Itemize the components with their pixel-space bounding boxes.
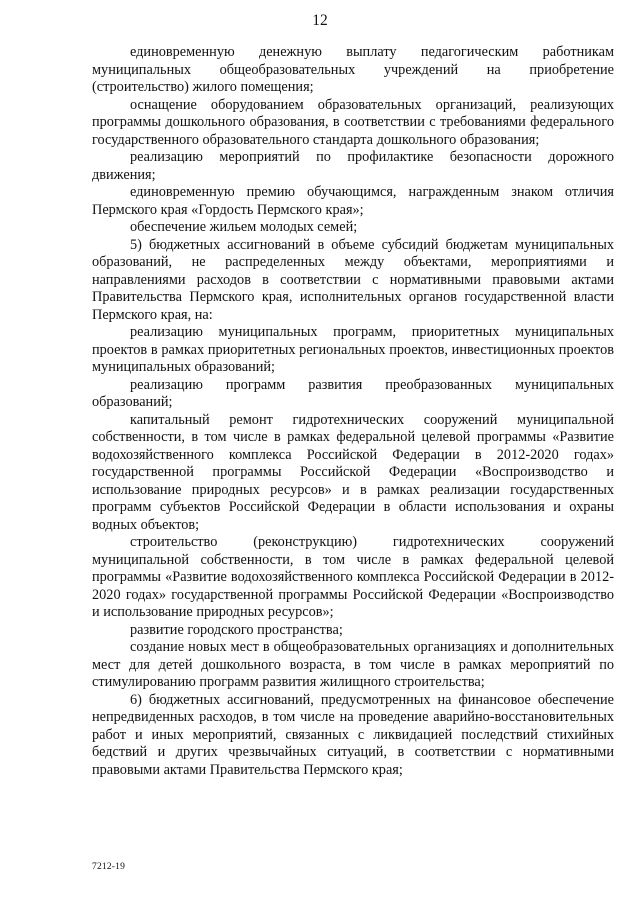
paragraph: 5) бюджетных ассигнований в объеме субсидий бюджетам муниципальных образований, не распределенных между объектами, мероприятиями и направлениями расходов в соответствии с нормативными правовыми актами Правительства Пермского края, исполнительных органов государственной власти Пермского края, на: <box>92 236 614 323</box>
paragraph: реализацию мероприятий по профилактике безопасности дорожного движения; <box>92 149 614 183</box>
paragraph: 6) бюджетных ассигнований, предусмотренных на финансовое обеспечение непредвиденных расходов, в том числе на проведение аварийно-восстановительных работ и иных мероприятий, связанных с ликвидацией последствий стихийных бедствий и других чрезвычайных ситуаций, в соответствии с нормативными правовыми актами Правительства Пермского края; <box>92 691 614 778</box>
paragraph: строительство (реконструкцию) гидротехнических сооружений муниципальной собственности, в том числе в рамках федеральной целевой программы «Развитие водохозяйственного комплекса Российской Федерации в 2012-2020 годах» государственной программы Российской Федерации «Воспроизводство и использование природных ресурсов»; <box>92 534 614 620</box>
document-code: 7212-19 <box>92 862 126 872</box>
paragraph: единовременную денежную выплату педагогическим работникам муниципальных общеобразовательных учреждений на приобретение (строительство) жилого помещения; <box>92 44 614 95</box>
paragraph: создание новых мест в общеобразовательных организациях и дополнительных мест для детей дошкольного возраста, в том числе в рамках мероприятий по стимулированию программ развития жилищного строительства; <box>92 639 614 690</box>
paragraph: реализацию муниципальных программ, приоритетных муниципальных проектов в рамках приоритетных региональных проектов, инвестиционных проектов муниципальных образований; <box>92 324 614 375</box>
paragraph: обеспечение жильем молодых семей; <box>130 219 358 235</box>
paragraph: капитальный ремонт гидротехнических сооружений муниципальной собственности, в том числе в рамках федеральной целевой программы «Развитие водохозяйственного комплекса Российской Федерации в 2012-2020 годах» государственной программы Российской Федерации «Воспроизводство и использование природных ресурсов» и в рамках реализации государственных программ субъектов Российской Федерации в области использования и охраны водных объектов; <box>92 411 614 533</box>
paragraph: оснащение оборудованием образовательных организаций, реализующих программы дошкольного образования, в соответствии с требованиями федерального государственного образовательного стандарта дошкольного образования; <box>92 96 614 148</box>
paragraph: реализацию программ развития преобразованных муниципальных образований; <box>92 376 614 410</box>
paragraph: развитие городского пространства; <box>130 621 343 638</box>
paragraph: единовременную премию обучающимся, награжденным знаком отличия Пермского края «Гордость Пермского края»; <box>92 184 614 218</box>
document-body <box>92 44 614 779</box>
page-number: 12 <box>312 12 328 29</box>
